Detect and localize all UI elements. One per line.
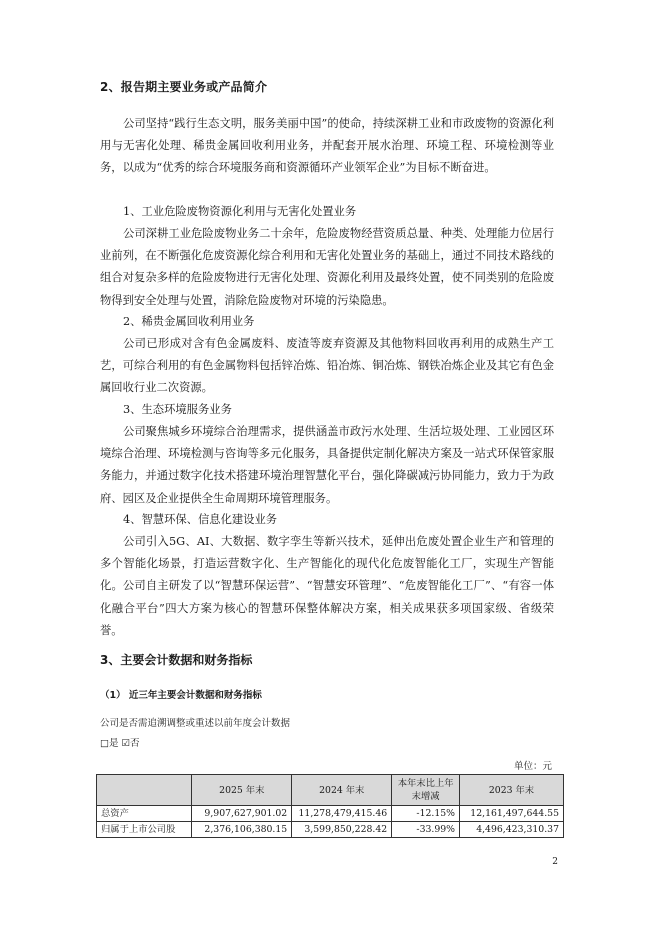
business-3-heading: 3、生态环境服务业务: [123, 403, 232, 416]
page-number: 2: [552, 857, 558, 867]
table-header-cell: 2023 年末: [460, 775, 564, 806]
section-2-title: 2、报告期主要业务或产品简介: [100, 80, 268, 94]
row-label: 归属于上市公司股: [97, 822, 192, 838]
table-header-cell: 本年末比上年末增减: [392, 775, 460, 806]
table-header-cell: [97, 775, 192, 806]
unit-label: 单位：元: [513, 761, 552, 772]
table-cell: -33.99%: [392, 822, 460, 838]
table-cell: 3,599,850,228.42: [292, 822, 392, 838]
business-1-text: 公司深耕工业危险废物业务二十余年，危险废物经营资质总量、种类、处理能力位居行业前列，在不断强化危废资源化综合利用和无害化处置业务的基础上，通过不同技术路线的组合对复杂多样的危险废物进行无害化处理、资源化利用及最终处置，使不同类别的危险废物得到安全处理与处置，消除危险废物对环境的污染隐患。: [100, 227, 554, 307]
table-cell: 4,496,423,310.37: [460, 822, 564, 838]
business-2-heading: 2、稀贵金属回收利用业务: [123, 315, 255, 328]
business-1-heading: 1、工业危险废物资源化利用与无害化处置业务: [123, 205, 357, 218]
table-header-row: [97, 775, 564, 806]
table-row: [97, 806, 564, 822]
section-2-intro: 公司坚持“践行生态文明，服务美丽中国”的使命，持续深耕工业和市政废物的资源化利用与无害化处理、稀贵金属回收利用业务，并配套开展水治理、环境工程、环境检测等业务，以成为“优秀的综合环境服务商和资源循环产业领军企业”为目标不断奋进。: [100, 117, 554, 175]
restatement-question: 公司是否需追溯调整或重述以前年度会计数据: [100, 718, 291, 729]
table-header-cell: 2024 年末: [292, 775, 392, 806]
section-3-title: 3、主要会计数据和财务指标: [100, 653, 253, 667]
row-label: 总资产: [97, 806, 192, 822]
table-cell: 9,907,627,901.02: [192, 806, 292, 822]
table-cell: 11,278,479,415.46: [292, 806, 392, 822]
restatement-answer: □是 ☑否: [100, 738, 140, 749]
business-2-text: 公司已形成对含有色金属废料、废渣等废弃资源及其他物料回收再利用的成熟生产工艺，可综合利用的有色金属物料包括锌冶炼、铅冶炼、铜冶炼、钢铁冶炼企业及其它有色金属回收行业二次资源。: [100, 337, 554, 395]
table-header-cell: 2025 年末: [192, 775, 292, 806]
table-cell: 12,161,497,644.55: [460, 806, 564, 822]
table-cell: 2,376,106,380.15: [192, 822, 292, 838]
section-3-subtitle: （1） 近三年主要会计数据和财务指标: [100, 690, 262, 701]
financial-data-table: [96, 774, 564, 838]
business-4-heading: 4、智慧环保、信息化建设业务: [123, 513, 278, 526]
business-3-text: 公司聚焦城乡环境综合治理需求，提供涵盖市政污水处理、生活垃圾处理、工业园区环境综合治理、环境检测与咨询等多元化服务，具备提供定制化解决方案及一站式环保管家服务能力，并通过数字化技术搭建环境治理智慧化平台，强化降碳减污协同能力，致力于为政府、园区及企业提供全生命周期环境管理服务。: [100, 425, 554, 505]
business-4-text: 公司引入5G、AI、大数据、数字孪生等新兴技术，延伸出危废处置企业生产和管理的多个智能化场景，打造运营数字化、生产智能化的现代化危废智能化工厂，实现生产智能化。公司自主研发了以“智慧环保运营”、“智慧安环管理”、“危废智能化工厂”、“有容一体化融合平台”四大方案为核心的智慧环保整体解决方案，相关成果获多项国家级、省级荣誉。: [100, 535, 554, 637]
table-row: [97, 822, 564, 838]
table-cell: -12.15%: [392, 806, 460, 822]
